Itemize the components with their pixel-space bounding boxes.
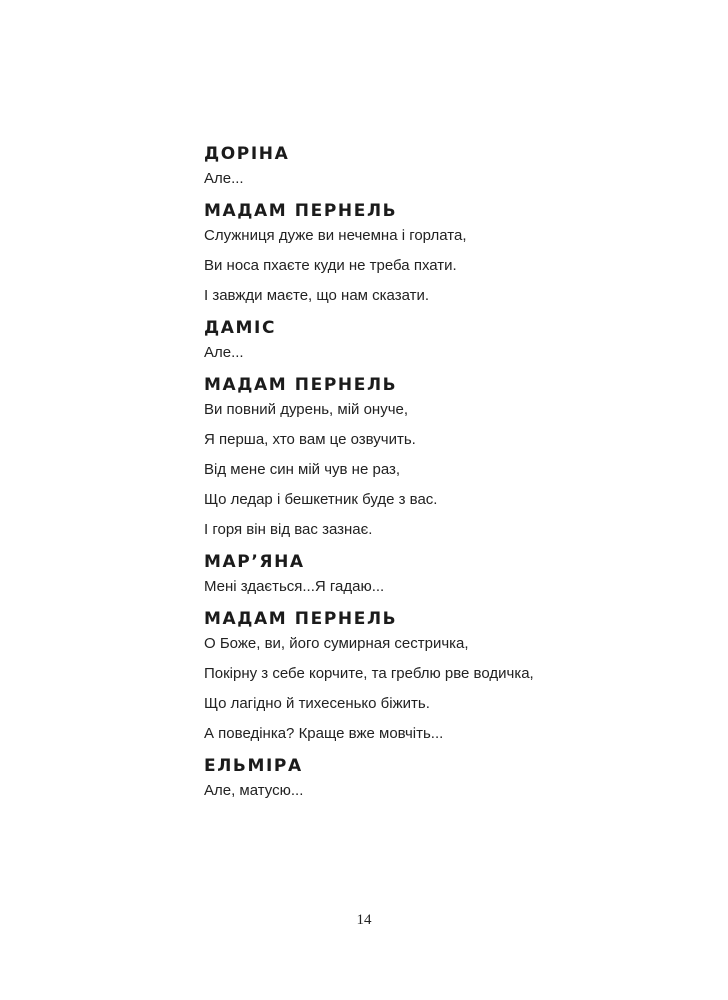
speaker-name: ЕЛЬМІРА xyxy=(204,756,303,776)
speaker-name: ДАМІС xyxy=(204,318,277,338)
speaker-name: МАР’ЯНА xyxy=(204,552,305,572)
speech-damis xyxy=(204,317,674,363)
speech-line: І завжди маєте, що нам сказати. xyxy=(204,287,430,304)
speech-line: Ви повний дурень, мій онуче, xyxy=(204,401,409,418)
speaker-name: ДОРІНА xyxy=(204,144,290,164)
speech-line: Служниця дуже ви нечемна і горлата, xyxy=(204,227,467,244)
speech-line: Я перша, хто вам це озвучить. xyxy=(204,431,416,448)
speech-line: Але, матусю... xyxy=(204,782,304,799)
speech-line: Мені здається...Я гадаю... xyxy=(204,578,385,595)
speech-dorina xyxy=(204,143,674,189)
speaker-name: МАДАМ ПЕРНЕЛЬ xyxy=(204,375,398,395)
speaker-name: МАДАМ ПЕРНЕЛЬ xyxy=(204,609,398,629)
speaker-name: МАДАМ ПЕРНЕЛЬ xyxy=(204,201,398,221)
speech-line: О Боже, ви, його сумирная сестричка, xyxy=(204,635,469,652)
speech-line: Що ледар і бешкетник буде з вас. xyxy=(204,491,438,508)
play-text xyxy=(204,143,674,801)
page-number: 14 xyxy=(356,912,372,928)
speech-mariana xyxy=(204,551,674,597)
speech-line: Покірну з себе корчите, та греблю рве водичка, xyxy=(204,665,534,682)
speech-elmira xyxy=(204,755,674,801)
speech-madam-pernel-1 xyxy=(204,200,674,306)
speech-madam-pernel-3 xyxy=(204,608,674,744)
speech-line: І горя він від вас зазнає. xyxy=(204,521,373,538)
speech-madam-pernel-2 xyxy=(204,374,674,540)
speech-line: Ви носа пхаєте куди не треба пхати. xyxy=(204,257,457,274)
speech-line: Від мене син мій чув не раз, xyxy=(204,461,401,478)
speech-line: А поведінка? Краще вже мовчіть... xyxy=(204,725,444,742)
speech-line: Але... xyxy=(204,170,244,187)
speech-line: Але... xyxy=(204,344,244,361)
speech-line: Що лагідно й тихесенько біжить. xyxy=(204,695,430,712)
